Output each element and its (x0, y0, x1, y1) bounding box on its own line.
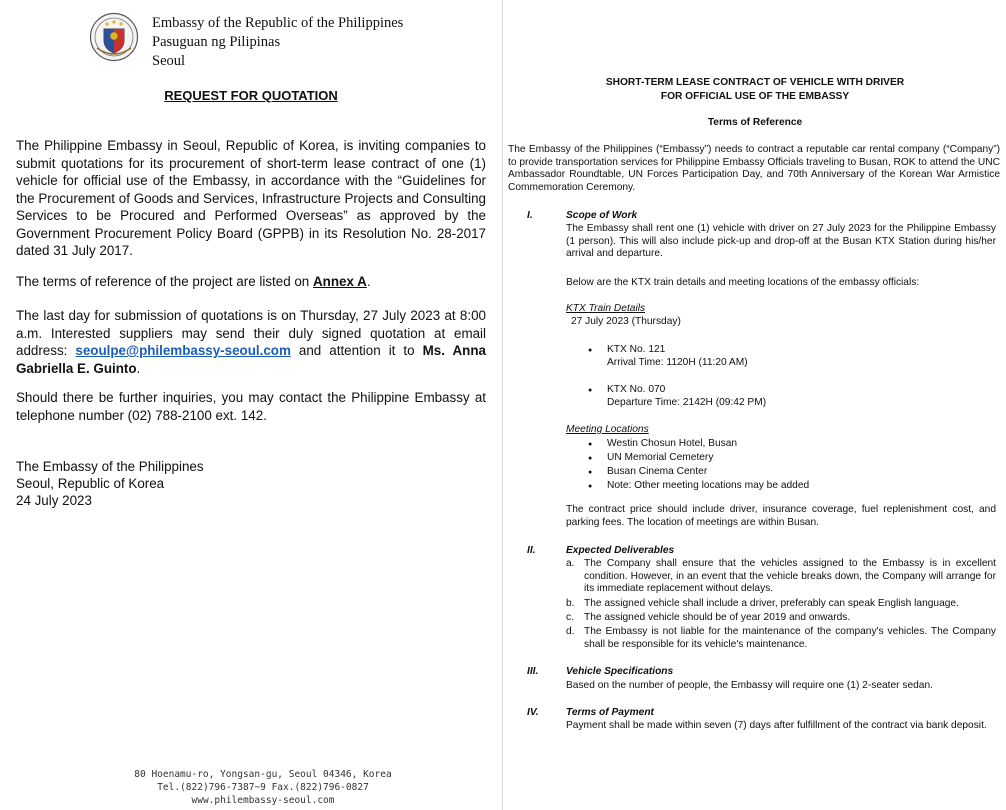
page-title: REQUEST FOR QUOTATION (164, 88, 338, 103)
list-item: ● Note: Other meeting locations may be added (607, 479, 809, 492)
section-4-number: IV. (527, 707, 539, 718)
contract-price-text: The contract price should include driver, insurance coverage, fuel replenishment cost, and parking fees. The location of meetings are within Busan. (566, 504, 996, 528)
ktx-intro-text: Below are the KTX train details and meeting locations of the embassy officials: (566, 277, 920, 288)
section-3-title: Vehicle Specifications (566, 666, 674, 677)
section-2-number: II. (527, 545, 536, 556)
list-item: a. The Company shall ensure that the vehicles assigned to the Embassy is in excellent condition. However, in an event that the vehicle breaks down, the Company will arrange for its immediate replacement without delays. (566, 558, 996, 594)
meeting-locations-heading: Meeting Locations (566, 424, 649, 435)
section-3-number: III. (527, 666, 539, 677)
closing-embassy: The Embassy of the Philippines (16, 459, 204, 474)
philippine-seal-icon (89, 12, 139, 62)
intro-paragraph: The Embassy of the Philippines (“Embassy”) needs to contract a reputable car rental company (“Company”) to provide transportation services for Philippine Embassy Officials traveling to Busan, ROK to attend the UNC Ambassador Roundtable, UN Forces Participation Day, and 70th Anniversary of the Korean War Armistice Commemoration Ceremony. (508, 144, 1000, 193)
letterhead-filipino-name: Pasuguan ng Pilipinas (152, 34, 281, 50)
closing-date: 24 July 2023 (16, 493, 92, 508)
list-item: c. The assigned vehicle should be of year 2019 and onwards. (566, 612, 851, 623)
list-item (607, 343, 748, 369)
section-4-title: Terms of Payment (566, 707, 654, 718)
section-1-text: The Embassy shall rent one (1) vehicle with driver on 27 July 2023 for the Philippine Embassy (1 person). This will also include pick-up and drop-off at the Busan KTX Station during his/her arrival and departure. (566, 223, 996, 259)
train-1-time: Arrival Time: 1120H (11:20 AM) (607, 357, 748, 368)
section-3-text: Based on the number of people, the Embassy will require one (1) 2-seater sedan. (566, 680, 933, 691)
ktx-date: 27 July 2023 (Thursday) (571, 316, 681, 327)
request-for-quotation-page (0, 0, 502, 810)
section-1-title: Scope of Work (566, 210, 638, 221)
closing-block (16, 458, 204, 509)
terms-reference-paragraph: The terms of reference of the project are listed on Annex A. (16, 274, 371, 289)
section-4-text: Payment shall be made within seven (7) days after fulfillment of the contract via bank deposit. (566, 720, 987, 731)
intro-paragraph: The Philippine Embassy in Seoul, Republic of Korea, is inviting companies to submit quotations for its procurement of short-term lease contract of one (1) vehicle for official use of the Embassy, in accordance with the “Guidelines for the Procurement of Goods and Services, Infrastructure Projects and Consulting Services to be Procured and Performed Overseas” as approved by the Government Procurement Policy Board (GPPB) in its Resolution No. 28-2017 dated 31 July 2017. (16, 138, 486, 258)
section-2-title: Expected Deliverables (566, 545, 675, 556)
train-1-number: ● KTX No. 121 (607, 344, 666, 355)
annex-a-reference: Annex A (312, 274, 367, 289)
train-2-number: ● KTX No. 070 (607, 384, 666, 395)
letterhead-embassy-name: Embassy of the Republic of the Philippines (152, 15, 404, 31)
list-item: ● Westin Chosun Hotel, Busan (607, 437, 737, 450)
letterhead-city: Seoul (152, 53, 186, 69)
list-item: ● UN Memorial Cemetery (607, 451, 713, 464)
contract-title-line-1: SHORT-TERM LEASE CONTRACT OF VEHICLE WITH DRIVER (605, 77, 905, 88)
train-2-time: Departure Time: 2142H (09:42 PM) (607, 397, 767, 408)
terms-of-reference-heading: Terms of Reference (707, 117, 803, 128)
letterhead (152, 14, 403, 71)
list-item: ● Busan Cinema Center (607, 465, 707, 478)
closing-location: Seoul, Republic of Korea (16, 476, 165, 491)
footer-address: 80 Hoenamu-ro, Yongsan-gu, Seoul 04346, Korea Tel.(822)796-7387~9 Fax.(822)796-0827 www.philembassy-seoul.com (134, 769, 392, 806)
list-item (607, 383, 766, 409)
ktx-details-heading: KTX Train Details (566, 303, 646, 314)
inquiries-paragraph: Should there be further inquiries, you may contact the Philippine Embassy at telephone number (02) 788-2100 ext. 142. (16, 390, 486, 423)
submission-paragraph: The last day for submission of quotations is on Thursday, 27 July 2023 at 8:00 a.m. Interested suppliers may send their duly signed quotation at email address: seoulpe@philembassy-seoul.com and attention it to Ms. Anna Gabriella E. Guinto. (16, 308, 486, 376)
list-item: d. The Embassy is not liable for the maintenance of the company's vehicles. The Company shall be responsible for its vehicle's maintenance. (566, 626, 996, 650)
list-item: b. The assigned vehicle shall include a driver, preferably can speak English language. (566, 598, 959, 609)
contact-person-name: Ms. Anna Gabriella E. Guinto (16, 343, 486, 376)
contract-title-line-2: FOR OFFICIAL USE OF THE EMBASSY (660, 91, 850, 102)
terms-of-reference-page (502, 0, 1006, 810)
email-link[interactable]: seoulpe@philembassy-seoul.com (75, 343, 291, 358)
section-1-number: I. (527, 210, 533, 221)
